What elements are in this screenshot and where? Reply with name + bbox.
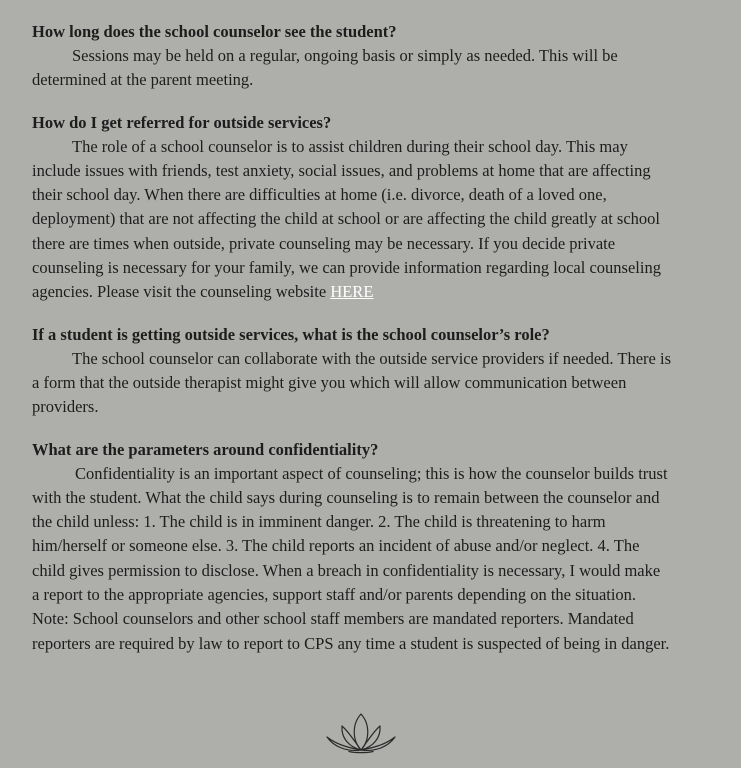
faq-question: How do I get referred for outside services? bbox=[32, 112, 332, 132]
lotus-icon bbox=[325, 712, 397, 754]
faq-answer: Sessions may be held on a regular, ongoing basis or simply as needed. This will be determined at the parent meeting. bbox=[32, 46, 618, 90]
faq-answer bbox=[32, 135, 671, 305]
faq-section-counselor-role bbox=[32, 323, 671, 420]
faq-section-session-length bbox=[32, 20, 671, 93]
faq-answer-text: The role of a school counselor is to assist children during their school day. This may include issues with friends, test anxiety, social issues, and problems at home that are affecting their school day. When there are difficulties at home (i.e. divorce, death of a loved one, deployment) that are not affecting the child at school or are affecting the child greatly at school there are times when outside, private counseling may be necessary. If you decide private counseling is necessary for your family, we can provide information regarding local counseling agencies. Please visit the counseling website bbox=[32, 136, 661, 302]
counseling-website-link[interactable]: HERE bbox=[330, 282, 374, 302]
faq-question: What are the parameters around confidentiality? bbox=[32, 439, 379, 459]
faq-section-confidentiality bbox=[32, 438, 671, 656]
faq-answer: The school counselor can collaborate with the outside service providers if needed. There is a form that the outside therapist might give you which will allow communication between providers. bbox=[32, 348, 671, 417]
faq-question: How long does the school counselor see the student? bbox=[32, 22, 397, 41]
faq-section-outside-referral bbox=[32, 111, 671, 305]
faq-answer: Confidentiality is an important aspect of counseling; this is how the counselor builds trust with the student. What the child says during counseling is to remain between the counselor and the child unless: 1. The child is in imminent danger. 2. The child is threatening to harm him/herself or someone else. 3. The child reports an incident of abuse and/or neglect. 4. The child gives permission to disclose. When a breach in confidentiality is necessary, I would make a report to the appropriate agencies, support staff and/or parents depending on the situation. Note: School counselors and other school staff members are mandated reporters. Mandated reporters are required by law to report to CPS any time a student is suspected of being in danger. bbox=[32, 463, 670, 653]
faq-question: If a student is getting outside services, what is the school counselor’s role? bbox=[32, 324, 550, 344]
